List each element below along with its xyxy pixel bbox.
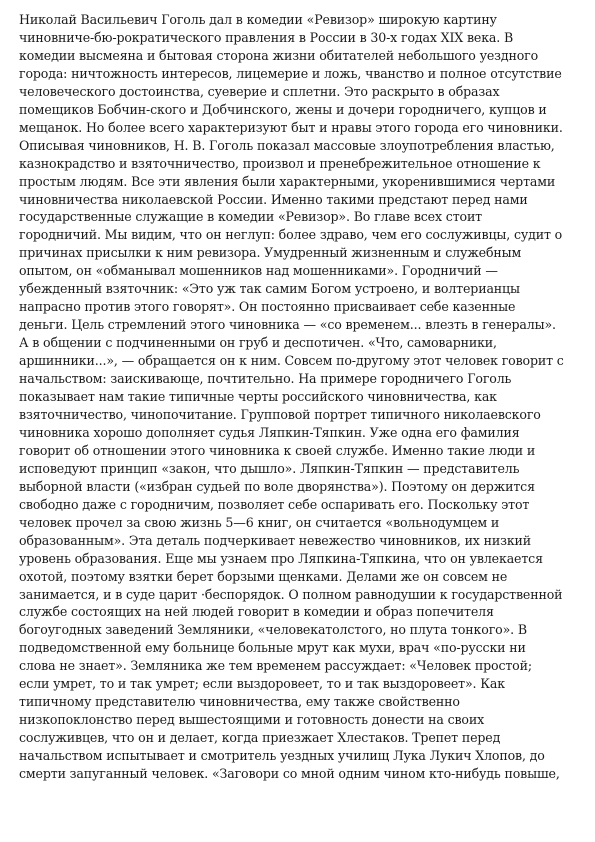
text-line: низкопоклонство перед вышестоящими и готовность донести на своих [19,712,485,728]
text-line: А в общении с подчиненными он груб и деспотичен. «Что, самоварники, [19,335,497,351]
text-line: казнокрадство и взяточничество, произвол и пренебрежительное отношение к [19,155,541,171]
text-line: деньги. Цель стремлений этого чиновника — «со временем... влезть в генералы». [19,317,556,333]
text-line: подведомственной ему больнице больные мрут как мухи, врач «по-русски ни [19,640,526,656]
text-line: аршинники...», — обращается он к ним. Совсем по-другому этот человек говорит с [19,353,564,369]
text-line: города: ничтожность интересов, лицемерие и ложь, чванство и полное отсутствие [19,65,562,81]
text-line: комедии высмеяна и бытовая сторона жизни обитателей небольшого уездного [19,47,539,63]
essay-text [19,11,579,783]
text-line: чиновника хорошо дополняет судья Ляпкин-Тяпкин. Уже одна его фамилия [19,424,520,440]
text-line: убежденный взяточник: «Это уж так самим Богом устроено, и волтерианцы [19,281,520,297]
text-line: начальством: заискивающе, почтительно. На примере городничего Гоголь [19,371,512,387]
text-line: сослуживцев, что он и делает, когда приезжает Хлестаков. Трепет перед [19,730,501,746]
text-line: причинах присылки к ним ревизора. Умудренный жизненным и служебным [19,245,522,261]
text-line: государственные служащие в комедии «Ревизор». Во главе всех стоит [19,209,483,225]
text-line: исповедуют принцип «закон, что дышло». Ляпкин-Тяпкин — представитель [19,460,520,476]
text-line: мещанок. Но более всего характеризуют быт и нравы этого города его чиновники. [19,119,563,135]
text-line: человек прочел за свою жизнь 5—6 книг, он считается «вольнодумцем и [19,514,500,530]
text-line: простым людям. Все эти явления были характерными, укоренившимися чертами [19,173,556,189]
text-line: выборной власти («избран судьей по воле дворянства»). Поэтому он держится [19,478,535,494]
text-line: чиновниче-бю-рократического правления в России в 30-х годах XIX века. В [19,29,514,45]
text-line: богоугодных заведений Земляники, «человекатолстого, но плута тонкого». В [19,622,527,638]
text-line: чиновничества николаевской России. Именно такими предстают перед нами [19,191,528,207]
text-line: Описывая чиновников, Н. В. Гоголь показал массовые злоупотребления властью, [19,137,555,153]
text-line: городничий. Мы видим, что он неглуп: более здраво, чем его сослуживцы, судит о [19,227,563,243]
text-line: напрасно против этого говорят». Он постоянно присваивает себе казенные [19,299,516,315]
text-line: службе состоящих на ней людей говорит в комедии и образ попечителя [19,604,494,620]
text-line: смерти запуганный человек. «Заговори со мной одним чином кто-нибудь повыше, [19,766,560,782]
text-line: взяточничество, чинопочитание. Групповой портрет типичного николаевского [19,406,541,422]
text-line: охотой, поэтому взятки берет борзыми щенками. Делами же он совсем не [19,568,508,584]
text-line: свободно даже с городничим, позволяет себе оспаривать его. Поскольку этот [19,496,530,512]
text-line: слова не знает». Земляника же тем временем рассуждает: «Человек простой; [19,658,532,674]
text-line: опытом, он «обманывал мошенников над мошенниками». Городничий — [19,263,498,279]
text-line: типичному представителю чиновничества, ему также свойственно [19,694,460,710]
text-line: уровень образования. Еще мы узнаем про Ляпкина-Тяпкина, что он увлекается [19,550,543,566]
text-line: если умрет, то и так умрет; если выздоровеет, то и так выздоровеет». Как [19,676,505,692]
text-line: показывает нам такие типичные черты российского чиновничества, как [19,389,497,405]
text-line: говорит об отношении этого чиновника к своей службе. Именно такие люди и [19,442,536,458]
text-line: начальством испытывает и смотритель уездных училищ Лука Лукич Хлопов, до [19,748,545,764]
text-line: Николай Васильевич Гоголь дал в комедии «Ревизор» широкую картину [19,12,497,27]
text-line: образованным». Эта деталь подчеркивает невежество чиновников, их низкий [19,532,532,548]
text-line: помещиков Бобчин-ского и Добчинского, жены и дочери городничего, купцов и [19,101,547,117]
text-line: человеческого достоинства, суеверие и сплетни. Это раскрыто в образах [19,83,500,99]
text-line: занимается, и в суде царит ·беспорядок. О полном равнодушии к государственной [19,586,563,602]
